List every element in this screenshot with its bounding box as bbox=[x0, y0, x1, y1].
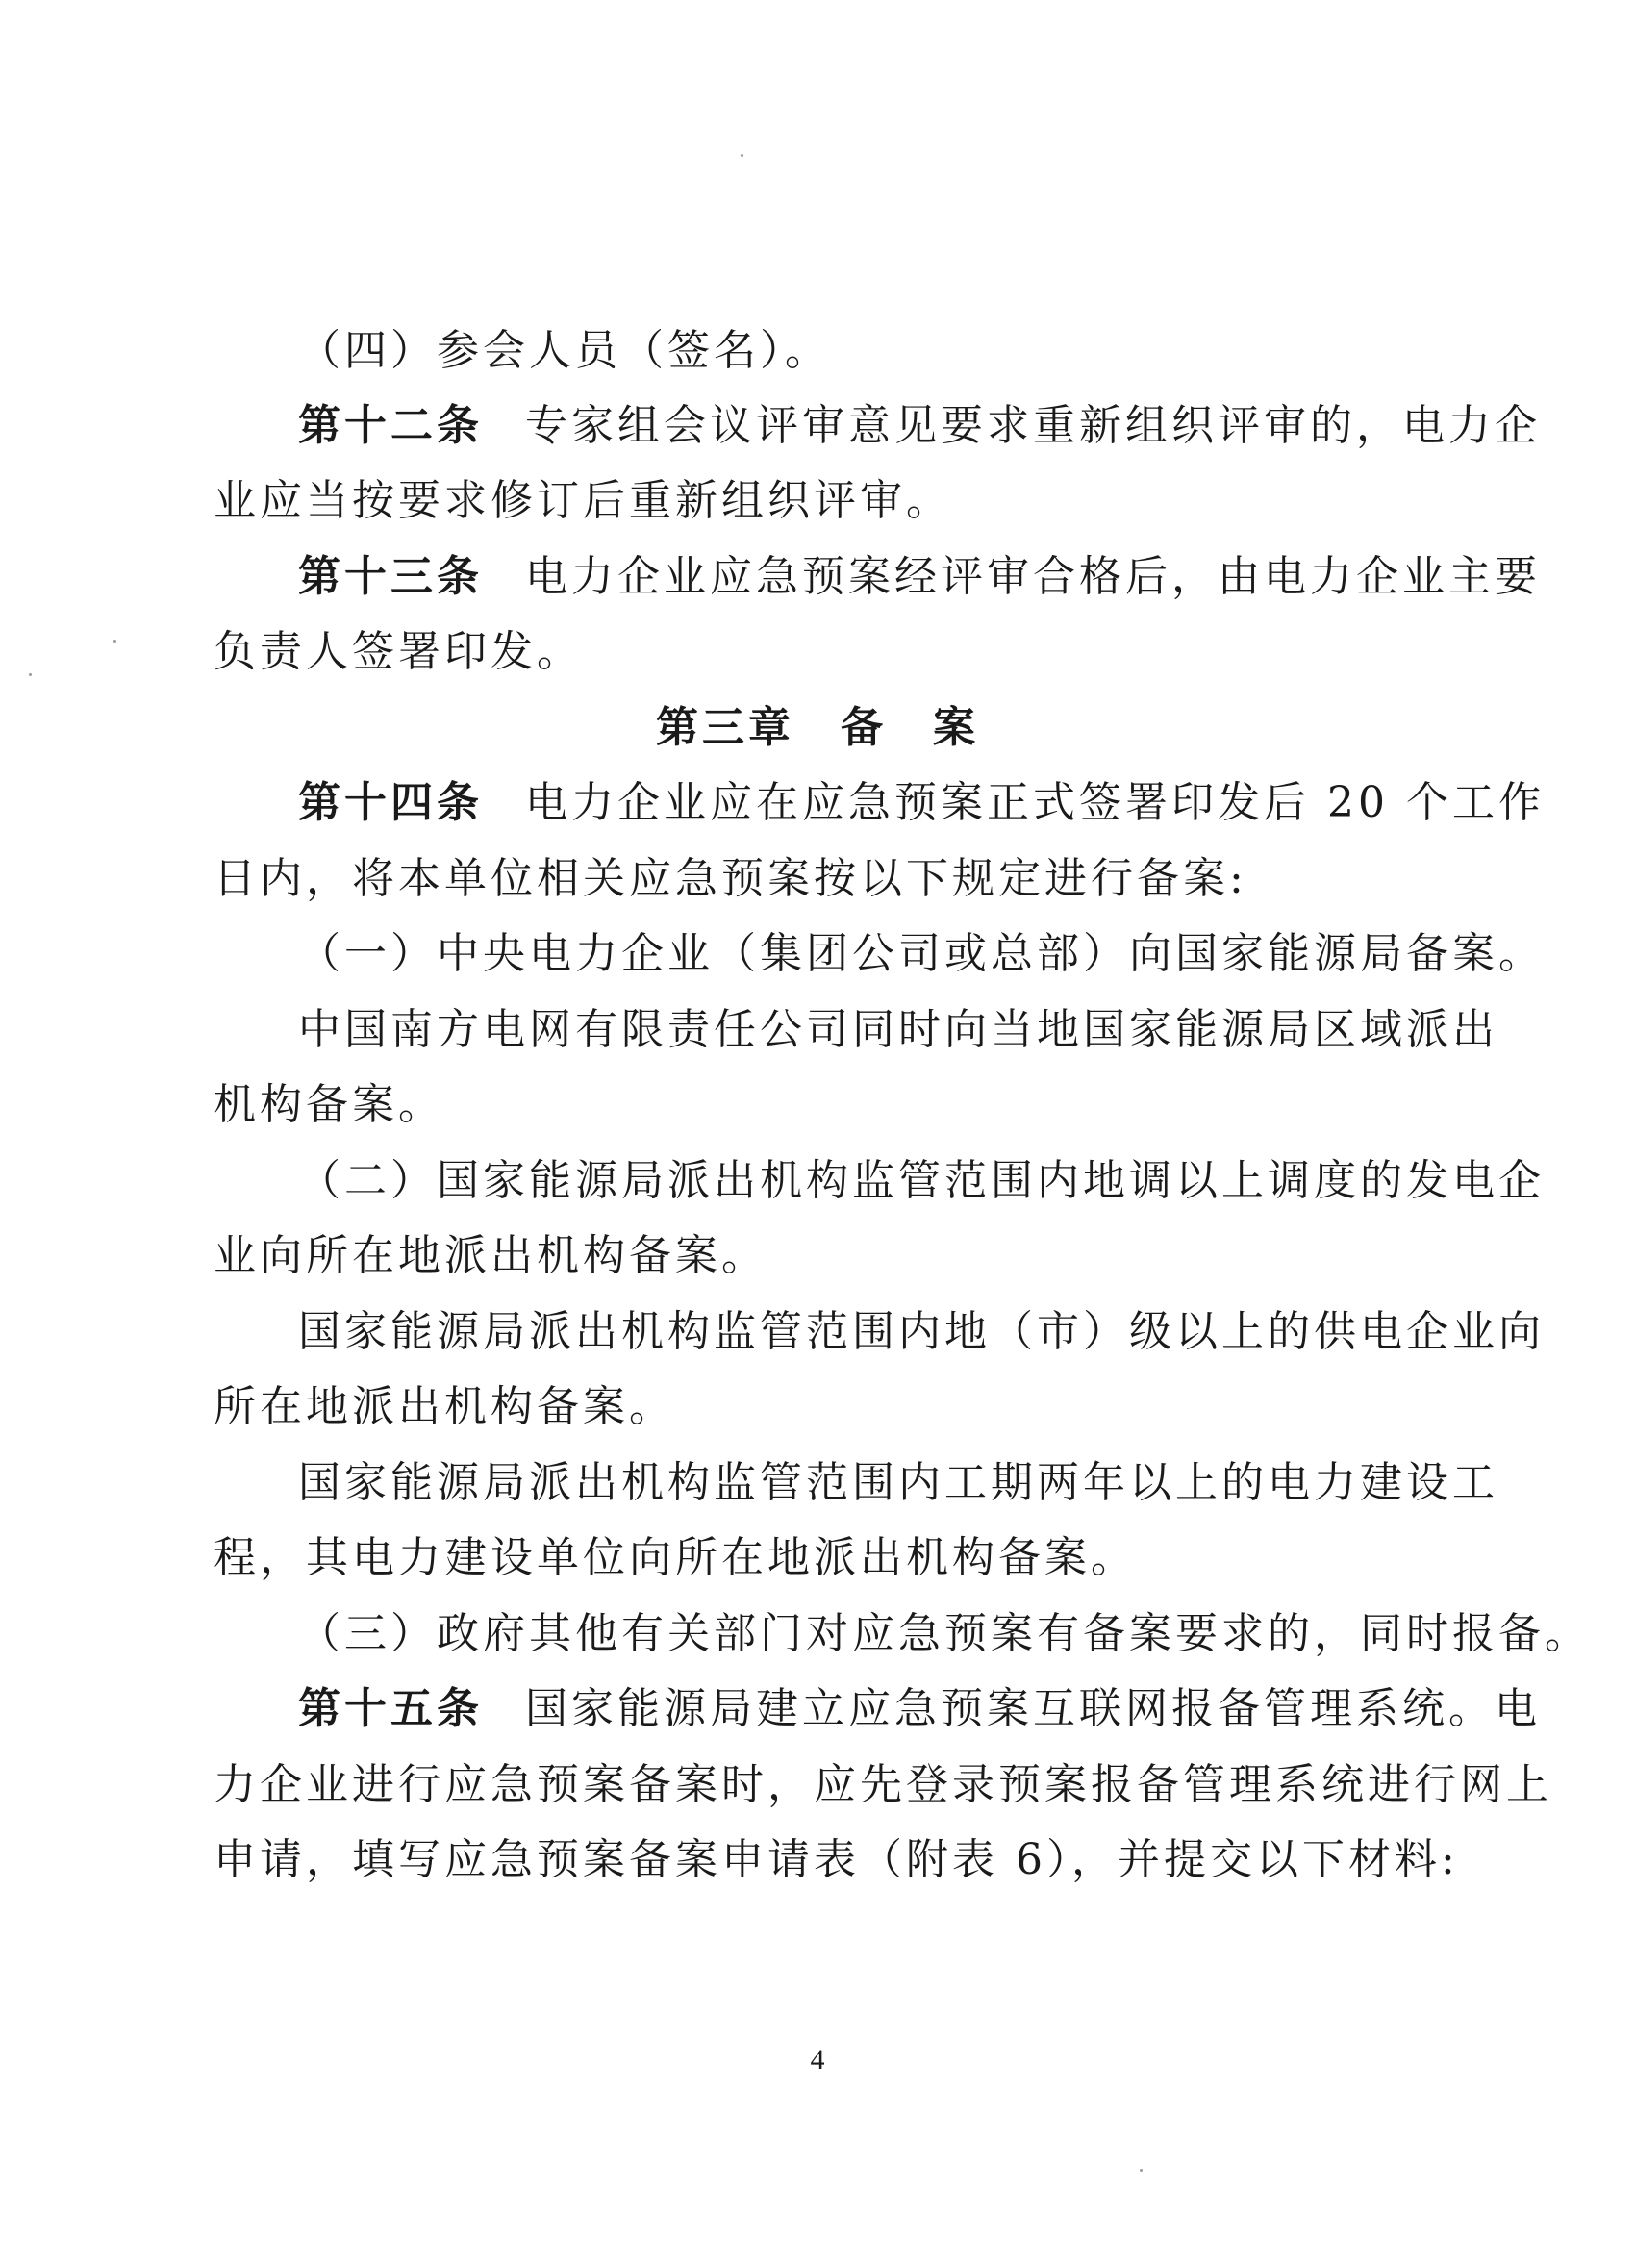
article-14-line-1 bbox=[298, 774, 1545, 832]
article-14-item-2-line-1: （二）国家能源局派出机构监管范围内地调以上调度的发电企 bbox=[298, 1156, 1545, 1205]
article-13-label: 第十三条 bbox=[298, 552, 483, 601]
scan-speck bbox=[741, 154, 743, 157]
article-12-line-1 bbox=[298, 397, 1541, 455]
article-13-line-1 bbox=[298, 548, 1541, 606]
scan-speck bbox=[29, 673, 32, 676]
article-14-item-2b-line-1: 国家能源局派出机构监管范围内地（市）级以上的供电企业向 bbox=[298, 1307, 1545, 1356]
article-15-line-2: 力企业进行应急预案备案时，应先登录预案报备管理系统进行网上 bbox=[214, 1760, 1552, 1809]
item-4-signatures: （四）参会人员（签名）。 bbox=[298, 326, 831, 375]
article-12-line-2: 业应当按要求修订后重新组织评审。 bbox=[214, 476, 952, 525]
article-14-item-2c-line-2: 程，其电力建设单位向所在地派出机构备案。 bbox=[214, 1533, 1137, 1582]
article-14-item-1-cont-line-1: 中国南方电网有限责任公司同时向当地国家能源局区域派出 bbox=[298, 1005, 1498, 1054]
article-15-text-1: 国家能源局建立应急预案互联网报备管理系统。电 bbox=[525, 1684, 1541, 1733]
scan-speck bbox=[113, 640, 116, 643]
article-12-text-1: 专家组会议评审意见要求重新组织评审的，电力企 bbox=[525, 401, 1541, 450]
article-15-line-1 bbox=[298, 1680, 1541, 1738]
article-14-item-3: （三）政府其他有关部门对应急预案有备案要求的，同时报备。 bbox=[298, 1609, 1591, 1658]
article-14-item-2-line-2: 业向所在地派出机构备案。 bbox=[214, 1231, 767, 1280]
chapter-3-heading: 第三章 备 案 bbox=[656, 703, 979, 752]
article-15-label: 第十五条 bbox=[298, 1684, 483, 1733]
article-14-line-2: 日内，将本单位相关应急预案按以下规定进行备案: bbox=[214, 854, 1247, 903]
article-14-item-2c-line-1: 国家能源局派出机构监管范围内工期两年以上的电力建设工 bbox=[298, 1458, 1498, 1507]
article-12-label: 第十二条 bbox=[298, 401, 483, 450]
article-14-item-1: （一）中央电力企业（集团公司或总部）向国家能源局备案。 bbox=[298, 929, 1545, 978]
article-14-label: 第十四条 bbox=[298, 778, 483, 827]
article-13-line-2: 负责人签署印发。 bbox=[214, 627, 583, 676]
article-14-item-1-cont-line-2: 机构备案。 bbox=[214, 1080, 444, 1129]
article-14-text-1: 电力企业应在应急预案正式签署印发后 20 个工作 bbox=[525, 778, 1545, 827]
article-14-item-2b-line-2: 所在地派出机构备案。 bbox=[214, 1382, 675, 1431]
article-13-text-1: 电力企业应急预案经评审合格后，由电力企业主要 bbox=[525, 552, 1541, 601]
scan-speck bbox=[1140, 2169, 1143, 2172]
article-15-line-3: 申请，填写应急预案备案申请表（附表 6），并提交以下材料: bbox=[214, 1835, 1459, 1884]
page-number: 4 bbox=[810, 2044, 825, 2076]
